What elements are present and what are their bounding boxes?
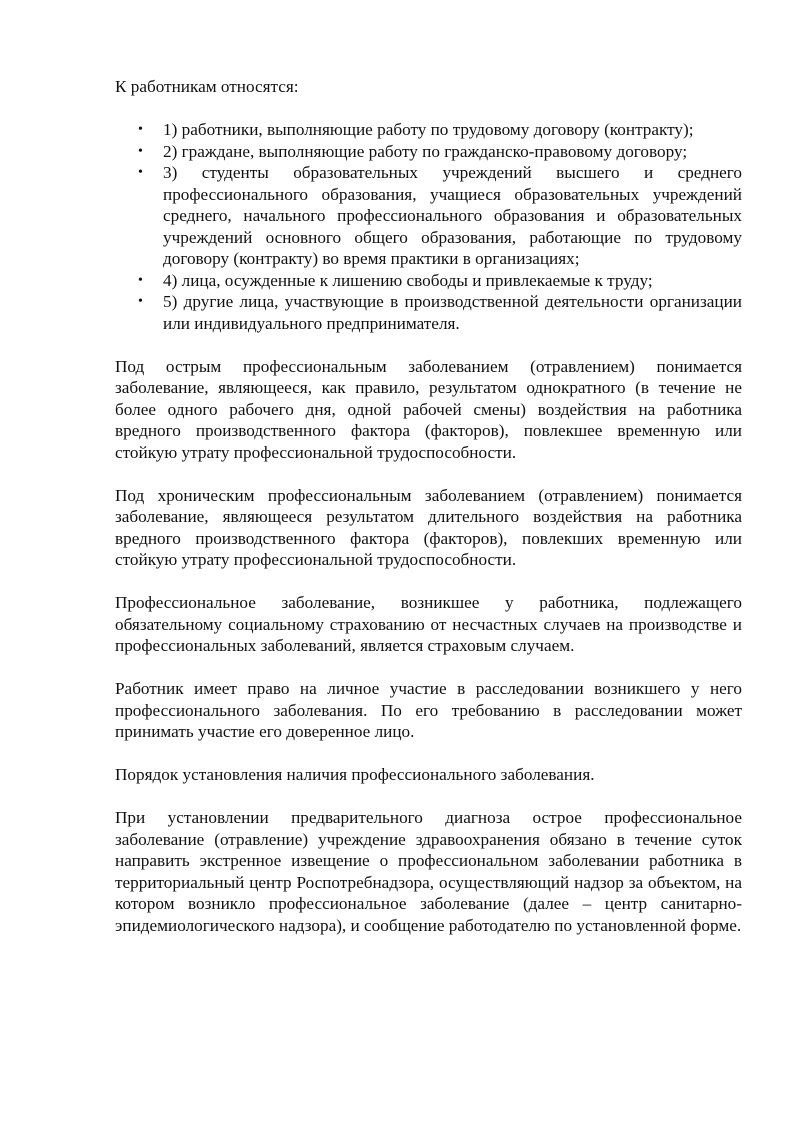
list-item-text: 4) лица, осужденные к лишению свободы и привлекаемые к труду; [163,270,653,290]
list-item [138,119,742,141]
paragraph-insured-event: Профессиональное заболевание, возникшее у работника, подлежащего обязательному социальному страхованию от несчастных случаев на производстве и профессиональных заболеваний, является страховым случаем. [115,593,742,655]
intro-text: К работникам относятся: [115,77,299,96]
bullet-icon: • [138,165,143,180]
paragraph-acute-disease: Под острым профессиональным заболеванием (отравлением) понимается заболевание, являющееся, как правило, результатом однократного (в течение не более одного рабочего дня, одной рабочей смены) воздействия на работника вредного производственного фактора (факторов), повлекшее временную или стойкую утрату профессиональной трудоспособности. [115,356,742,462]
paragraph-chronic-disease: Под хроническим профессиональным заболеванием (отравлением) понимается заболевание, являющееся результатом длительного воздействия на работника вредного производственного фактора (факторов), повлекших временную или стойкую утрату профессиональной трудоспособности. [115,485,742,569]
paragraph-procedure-heading: Порядок установления наличия профессионального заболевания. [115,765,595,784]
list-item-text: 2) граждане, выполняющие работу по гражданско-правовому договору; [163,141,688,161]
list-item [138,291,742,334]
list-item-text: 3) студенты образовательных учреждений высшего и среднего профессионального образования, учащиеся образовательных учреждений среднего, начального профессионального образования и образовательных учреждений основного общего образования, работающие по трудовому договору (контракту) во время практики в организациях; [163,163,742,268]
paragraph-preliminary-diagnosis: При установлении предварительного диагноза острое профессиональное заболевание (отравление) учреждение здравоохранения обязано в течение суток направить экстренное извещение о профессиональном заболевании работника в территориальный центр Роспотребнадзора, осуществляющий надзор за объектом, на котором возникло профессиональное заболевание (далее – центр санитарно-эпидемиологического надзора), и сообщение работодателю по установленной форме. [115,808,742,935]
paragraph-worker-rights: Работник имеет право на личное участие в расследовании возникшего у него профессионального заболевания. По его требованию в расследовании может принимать участие его доверенное лицо. [115,679,742,741]
list-item [138,141,742,163]
list-item-text: 1) работники, выполняющие работу по трудовому договору (контракту); [163,120,694,139]
bullet-icon: • [138,294,143,309]
worker-categories-list [115,119,742,334]
list-item [138,162,742,270]
bullet-icon: • [138,122,143,137]
document-page [115,76,742,958]
bullet-icon: • [138,272,143,288]
list-item [138,270,742,292]
list-item-text: 5) другие лица, участвующие в производственной деятельности организации или индивидуального предпринимателя. [163,292,742,333]
bullet-icon: • [138,143,143,159]
